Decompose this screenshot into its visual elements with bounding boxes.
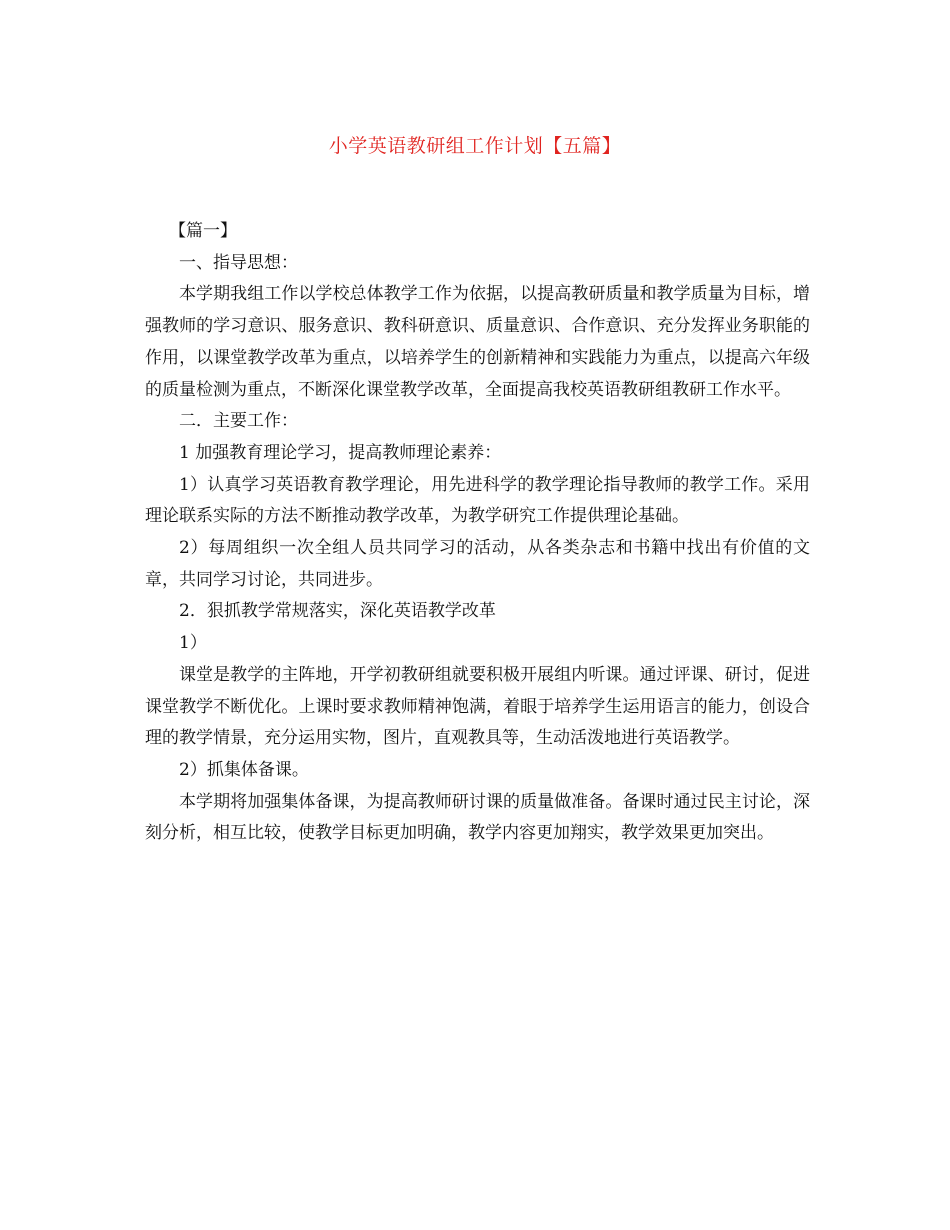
subheading: 2）抓集体备课。 (179, 759, 309, 780)
section-heading: 【篇一】 (169, 221, 237, 241)
subheading: 二．主要工作： (179, 411, 298, 432)
subheading: 1 加强教育理论学习，提高教师理论素养： (179, 442, 502, 463)
subheading: 2．狠抓教学常规落实，深化英语教学改革 (179, 601, 496, 622)
body-paragraph: 本学期将加强集体备课，为提高教师研讨课的质量做准备。备课时通过民主讨论，深刻分析，相互比较，使教学目标更加明确，教学内容更加翔实，教学效果更加突出。 (145, 791, 810, 844)
body-paragraph: 1）认真学习英语教育教学理论，用先进科学的教学理论指导教师的教学工作。采用理论联系实际的方法不断推动教学改革，为教学研究工作提供理论基础。 (145, 474, 810, 527)
subheading: 一、指导思想： (179, 252, 298, 273)
body-paragraph: 本学期我组工作以学校总体教学工作为依据，以提高教研质量和教学质量为目标，增强教师的学习意识、服务意识、教科研意识、质量意识、合作意识、充分发挥业务职能的作用，以课堂教学改革为重点，以培养学生的创新精神和实践能力为重点，以提高六年级的质量检测为重点，不断深化课堂教学改革，全面提高我校英语教研组教研工作水平。 (145, 284, 810, 400)
body-paragraph: 2）每周组织一次全组人员共同学习的活动，从各类杂志和书籍中找出有价值的文章，共同学习讨论，共同进步。 (145, 538, 810, 590)
document-body (145, 216, 810, 850)
document-title: 小学英语教研组工作计划【五篇】 (328, 135, 622, 157)
list-marker: 1） (179, 633, 207, 654)
body-paragraph: 课堂是教学的主阵地，开学初教研组就要积极开展组内听课。通过评课、研讨，促进课堂教学不断优化。上课时要求教师精神饱满，着眼于培养学生运用语言的能力，创设合理的教学情景，充分运用实物，图片，直观教具等，生动活泼地进行英语教学。 (145, 664, 810, 749)
